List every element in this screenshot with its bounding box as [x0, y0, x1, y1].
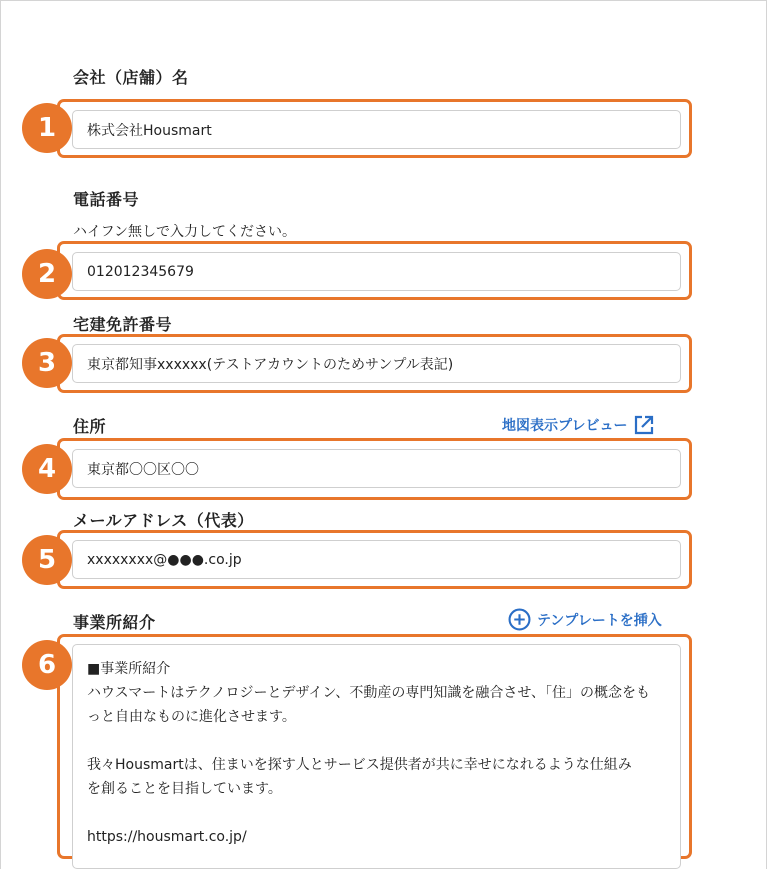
intro-line: https://housmart.co.jp/: [87, 829, 247, 845]
email-input[interactable]: xxxxxxxx@●●●.co.jp: [72, 540, 681, 579]
company-label: 会社（店舗）名: [73, 68, 189, 87]
insert-template-label: テンプレートを挿入: [537, 612, 662, 629]
intro-line: ハウスマートはテクノロジーとデザイン、不動産の専門知識を融合させ、「住」の概念をも: [87, 685, 650, 701]
insert-template-link[interactable]: [508, 608, 662, 631]
intro-line: ■事業所紹介: [87, 661, 171, 677]
intro-label: 事業所紹介: [73, 613, 156, 632]
step-badge-3: 3: [22, 338, 72, 388]
map-preview-label: 地図表示プレビュー: [502, 418, 628, 434]
external-link-icon: [633, 414, 655, 436]
intro-line: を創ることを目指しています。: [87, 781, 282, 797]
step-badge-2: 2: [22, 249, 72, 299]
step-badge-5: 5: [22, 535, 72, 585]
company-name-input[interactable]: 株式会社Housmart: [72, 110, 681, 149]
intro-line: 我々Housmartは、住まいを探す人とサービス提供者が共に幸せになれるような仕組み: [87, 757, 632, 773]
intro-textarea[interactable]: [72, 644, 681, 869]
phone-label: 電話番号: [73, 190, 140, 209]
step-badge-6: 6: [22, 640, 72, 690]
intro-line: [87, 729, 666, 753]
map-preview-link[interactable]: [502, 414, 655, 436]
intro-line: っと自由なものに進化させます。: [87, 709, 296, 725]
address-input[interactable]: 東京都〇〇区〇〇: [72, 449, 681, 488]
intro-line: [87, 801, 666, 825]
step-badge-4: 4: [22, 444, 72, 494]
phone-hint: ハイフン無しで入力してください。: [73, 224, 297, 240]
license-label: 宅建免許番号: [73, 315, 173, 334]
address-label: 住所: [73, 417, 107, 436]
phone-input[interactable]: 012012345679: [72, 252, 681, 291]
add-circle-icon: [508, 608, 531, 631]
step-badge-1: 1: [22, 103, 72, 153]
email-label: メールアドレス（代表）: [73, 511, 254, 530]
license-input[interactable]: 東京都知事xxxxxx(テストアカウントのためサンプル表記): [72, 344, 681, 383]
